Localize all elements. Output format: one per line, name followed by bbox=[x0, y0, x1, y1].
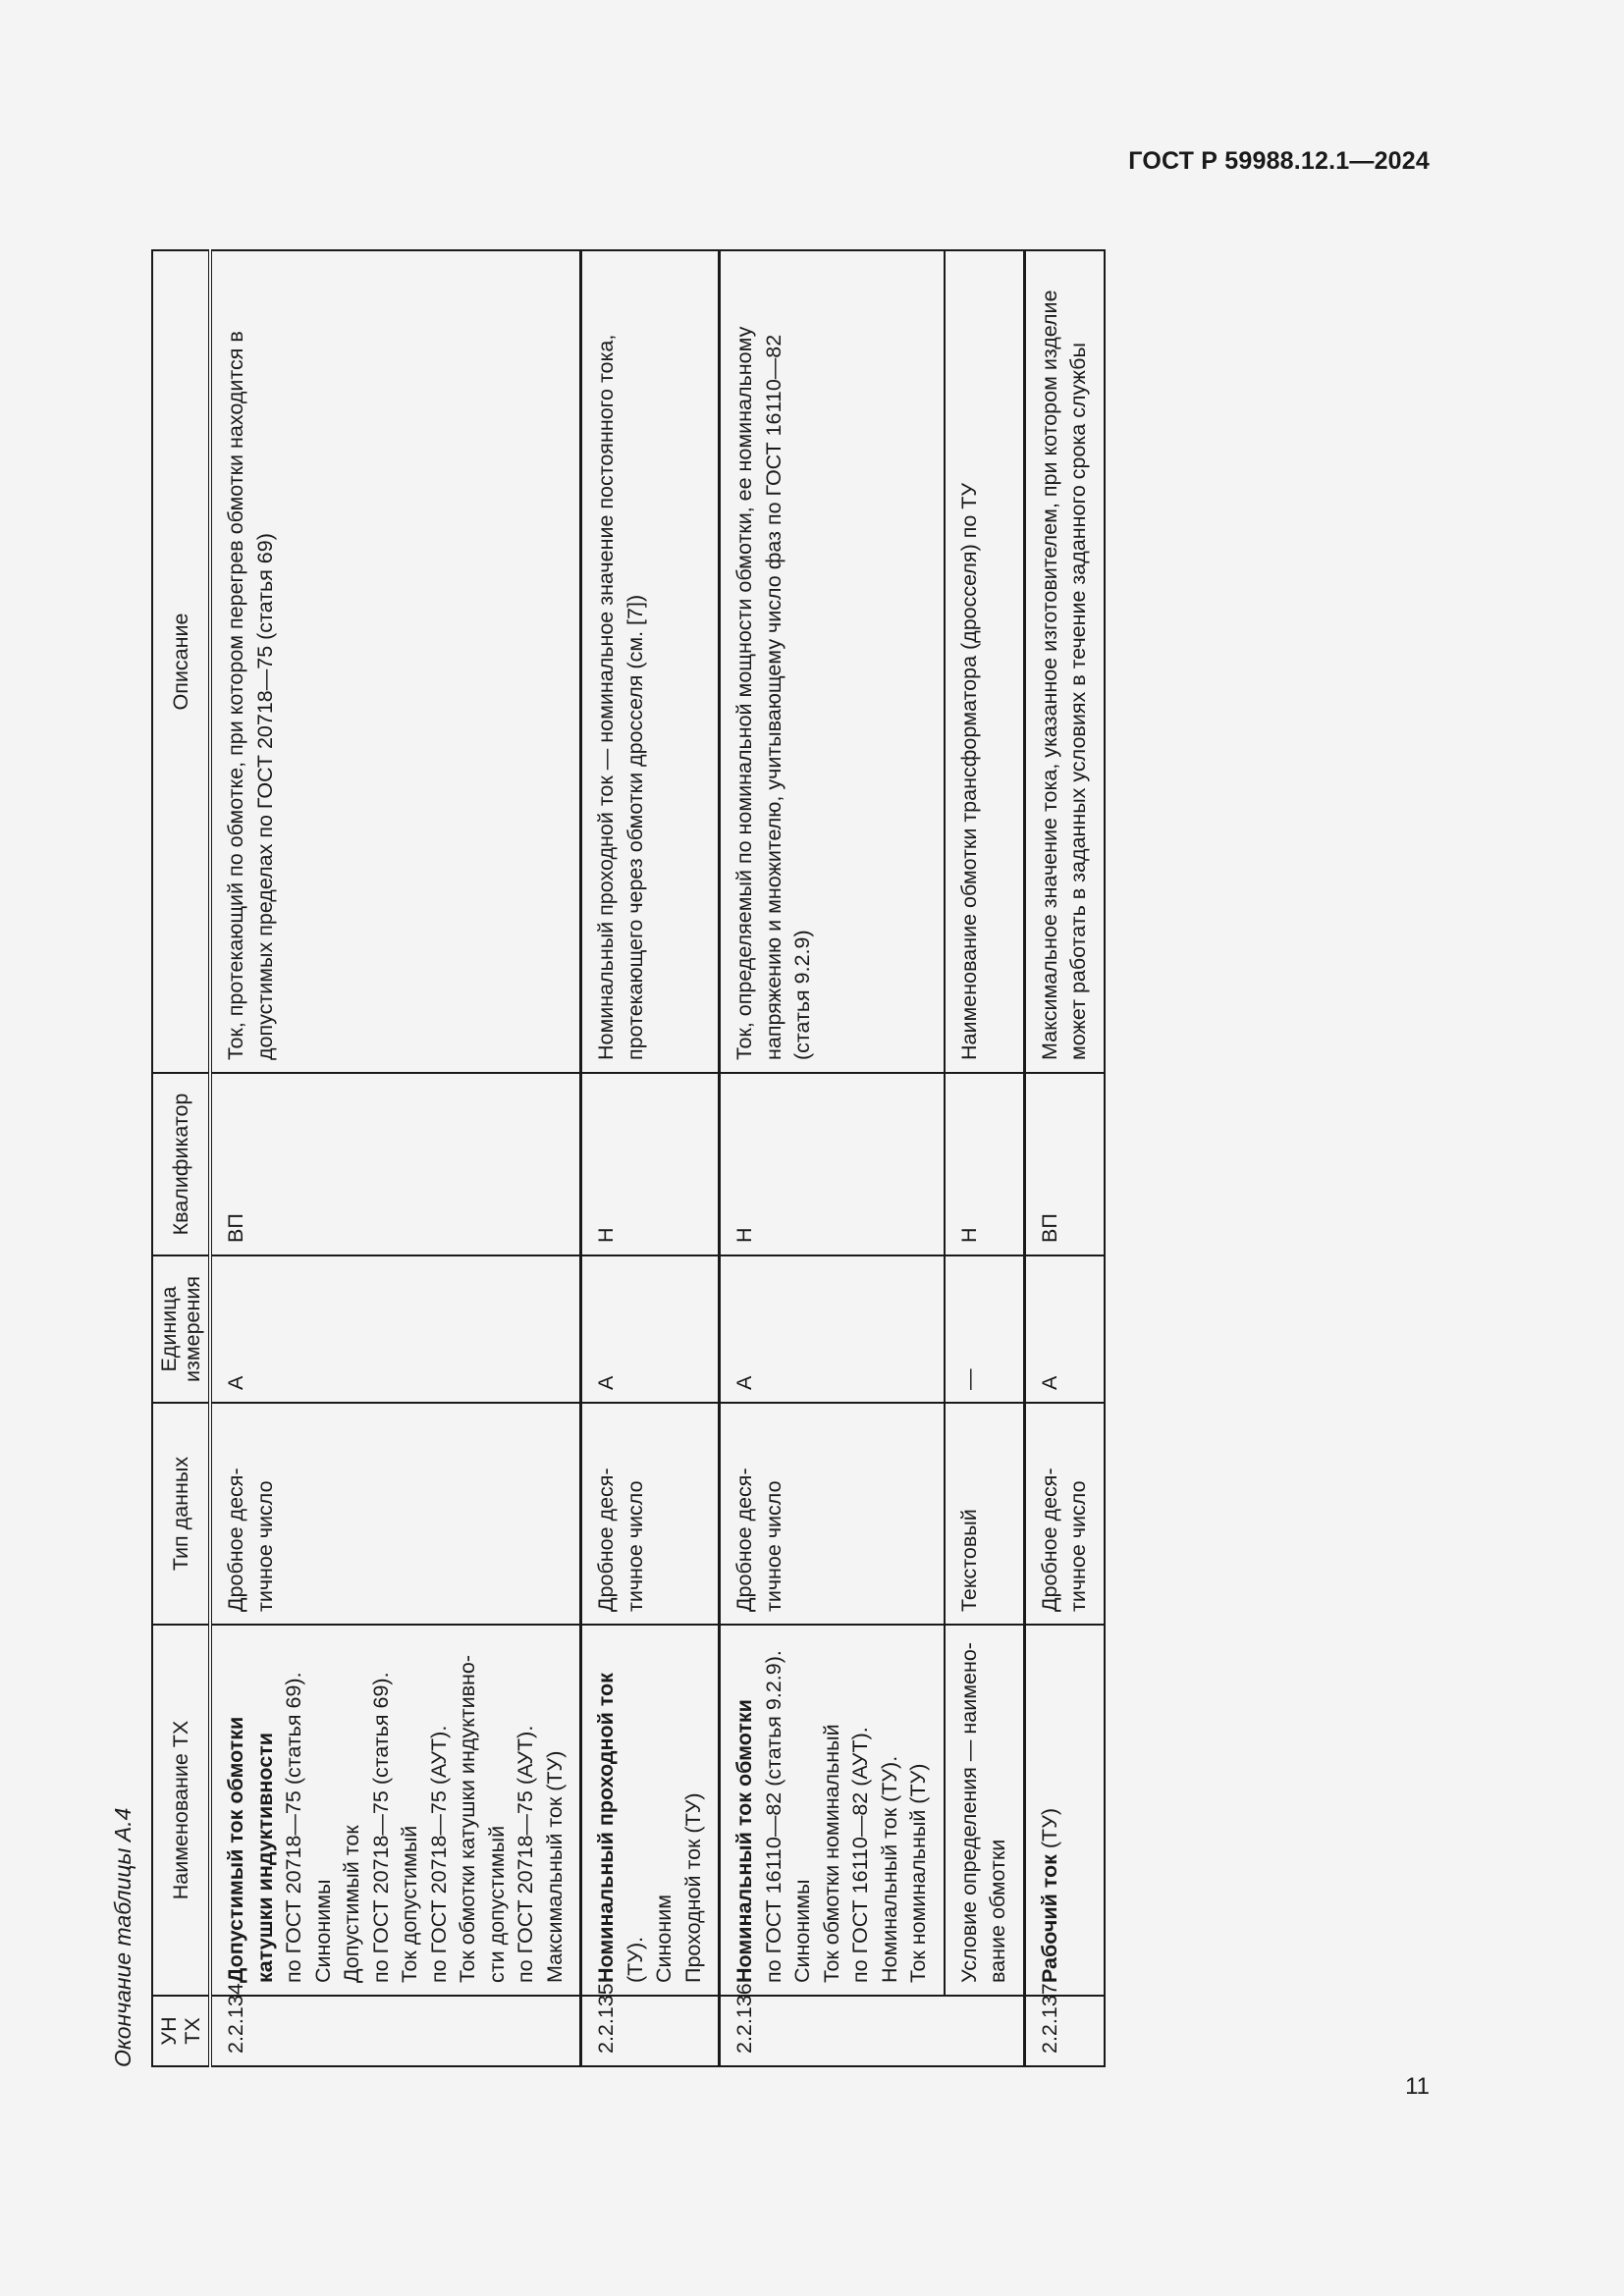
cell-unit: А bbox=[1024, 1255, 1105, 1403]
name-line: Синонимы bbox=[310, 1879, 335, 1983]
col-header-name: Наименование ТХ bbox=[152, 1625, 210, 1996]
cell-unit: А bbox=[720, 1255, 945, 1403]
table-row-condition bbox=[945, 250, 1025, 2066]
cell-name: Условие определения — наимено- вание обмотки bbox=[945, 1625, 1025, 1996]
cell-unit: А bbox=[210, 1255, 581, 1403]
name-line: по ГОСТ 16110—82 (АУТ). bbox=[848, 1727, 872, 1983]
characteristic-name: Номинальный проходной ток bbox=[594, 1673, 618, 1983]
cell-name bbox=[581, 1625, 720, 1996]
characteristic-name: Рабочий ток bbox=[1037, 1854, 1061, 1983]
cell-id: 2.2.137 bbox=[1024, 1996, 1105, 2066]
cell-unit: А bbox=[581, 1255, 720, 1403]
name-line: (ТУ) bbox=[1037, 1807, 1061, 1855]
characteristics-table bbox=[151, 249, 1106, 2067]
cell-name bbox=[1024, 1625, 1105, 1996]
characteristic-name: Номинальный ток обмотки bbox=[732, 1699, 756, 1983]
name-line: Номинальный ток (ТУ). bbox=[877, 1755, 901, 1983]
name-line: Ток обмотки катушки индуктивно- bbox=[456, 1654, 479, 1983]
document-code: ГОСТ Р 59988.12.1—2024 bbox=[1128, 147, 1430, 175]
col-header-description: Описание bbox=[152, 250, 210, 1073]
name-line: Проходной ток (ТУ) bbox=[680, 1792, 705, 1983]
cell-id: 2.2.134 bbox=[210, 1996, 581, 2066]
cell-type: Дробное деся- тичное число bbox=[210, 1403, 581, 1625]
col-header-qualifier: Квалификатор bbox=[152, 1073, 210, 1255]
cell-qualifier: ВП bbox=[1024, 1073, 1105, 1255]
cell-name bbox=[210, 1625, 581, 1996]
name-line: Синонимы bbox=[790, 1879, 814, 1983]
cell-description: Номинальный проходной ток — номинальное значение постоянного тока, протекающего через обмотки дросселя (см. [7]) bbox=[581, 250, 720, 1073]
name-line: по ГОСТ 20718—75 (АУТ). bbox=[426, 1725, 451, 1983]
cell-description: Наименование обмотки трансформатора (дросселя) по ТУ bbox=[945, 250, 1025, 1073]
cell-description: Ток, определяемый по номинальной мощности обмотки, ее номинальному напряжению и множителю, учитывающему число фаз по ГОСТ 16110—82 (статья 9.2.9) bbox=[720, 250, 945, 1073]
name-line: Допустимый ток bbox=[340, 1825, 363, 1983]
table-caption: Окончание таблицы А.4 bbox=[110, 1807, 135, 2067]
name-line: Ток обмотки номинальный bbox=[819, 1724, 843, 1983]
col-header-id: УН ТХ bbox=[152, 1996, 210, 2066]
cell-qualifier: Н bbox=[581, 1073, 720, 1255]
table-row bbox=[720, 250, 945, 2066]
cell-type: Дробное деся- тичное число bbox=[1024, 1403, 1105, 1625]
cell-id: 2.2.136 bbox=[720, 1996, 1025, 2066]
cell-type: Текстовый bbox=[945, 1403, 1025, 1625]
table-row bbox=[1024, 250, 1105, 2066]
cell-qualifier: ВП bbox=[210, 1073, 581, 1255]
name-line: (ТУ). bbox=[623, 1936, 647, 1983]
name-line: по ГОСТ 16110—82 (статья 9.2.9). bbox=[761, 1650, 785, 1983]
cell-type: Дробное деся- тичное число bbox=[720, 1403, 945, 1625]
cell-description: Максимальное значение тока, указанное изготовителем, при котором изделие может работать в заданных условиях в течение заданного срока службы bbox=[1024, 250, 1105, 1073]
rotated-table-block bbox=[110, 226, 1190, 2091]
name-line: сти допустимый bbox=[484, 1825, 509, 1983]
characteristic-name: Допустимый ток обмотки катушки индуктивности bbox=[224, 1716, 277, 1983]
name-line: Ток допустимый bbox=[398, 1825, 421, 1983]
cell-id: 2.2.135 bbox=[581, 1996, 720, 2066]
cell-name bbox=[720, 1625, 945, 1996]
name-line: по ГОСТ 20718—75 (АУТ). bbox=[514, 1725, 537, 1983]
cell-description: Ток, протекающий по обмотке, при котором перегрев обмотки находится в допустимых пределах по ГОСТ 20718—75 (статья 69) bbox=[210, 250, 581, 1073]
name-line: Максимальный ток (ТУ) bbox=[542, 1750, 567, 1983]
table-row bbox=[210, 250, 581, 2066]
cell-type: Дробное деся- тичное число bbox=[581, 1403, 720, 1625]
cell-qualifier: Н bbox=[720, 1073, 945, 1255]
table-row bbox=[581, 250, 720, 2066]
col-header-type: Тип данных bbox=[152, 1403, 210, 1625]
name-line: по ГОСТ 20718—75 (статья 69). bbox=[368, 1672, 393, 1983]
col-header-unit: Единица измерения bbox=[152, 1255, 210, 1403]
page-number: 11 bbox=[1405, 2073, 1430, 2100]
name-line: Синоним bbox=[652, 1894, 676, 1983]
cell-unit: — bbox=[945, 1255, 1025, 1403]
cell-qualifier: Н bbox=[945, 1073, 1025, 1255]
table-header-row bbox=[152, 250, 210, 2066]
name-line: по ГОСТ 20718—75 (статья 69). bbox=[282, 1672, 305, 1983]
name-line: Ток номинальный (ТУ) bbox=[906, 1763, 930, 1983]
